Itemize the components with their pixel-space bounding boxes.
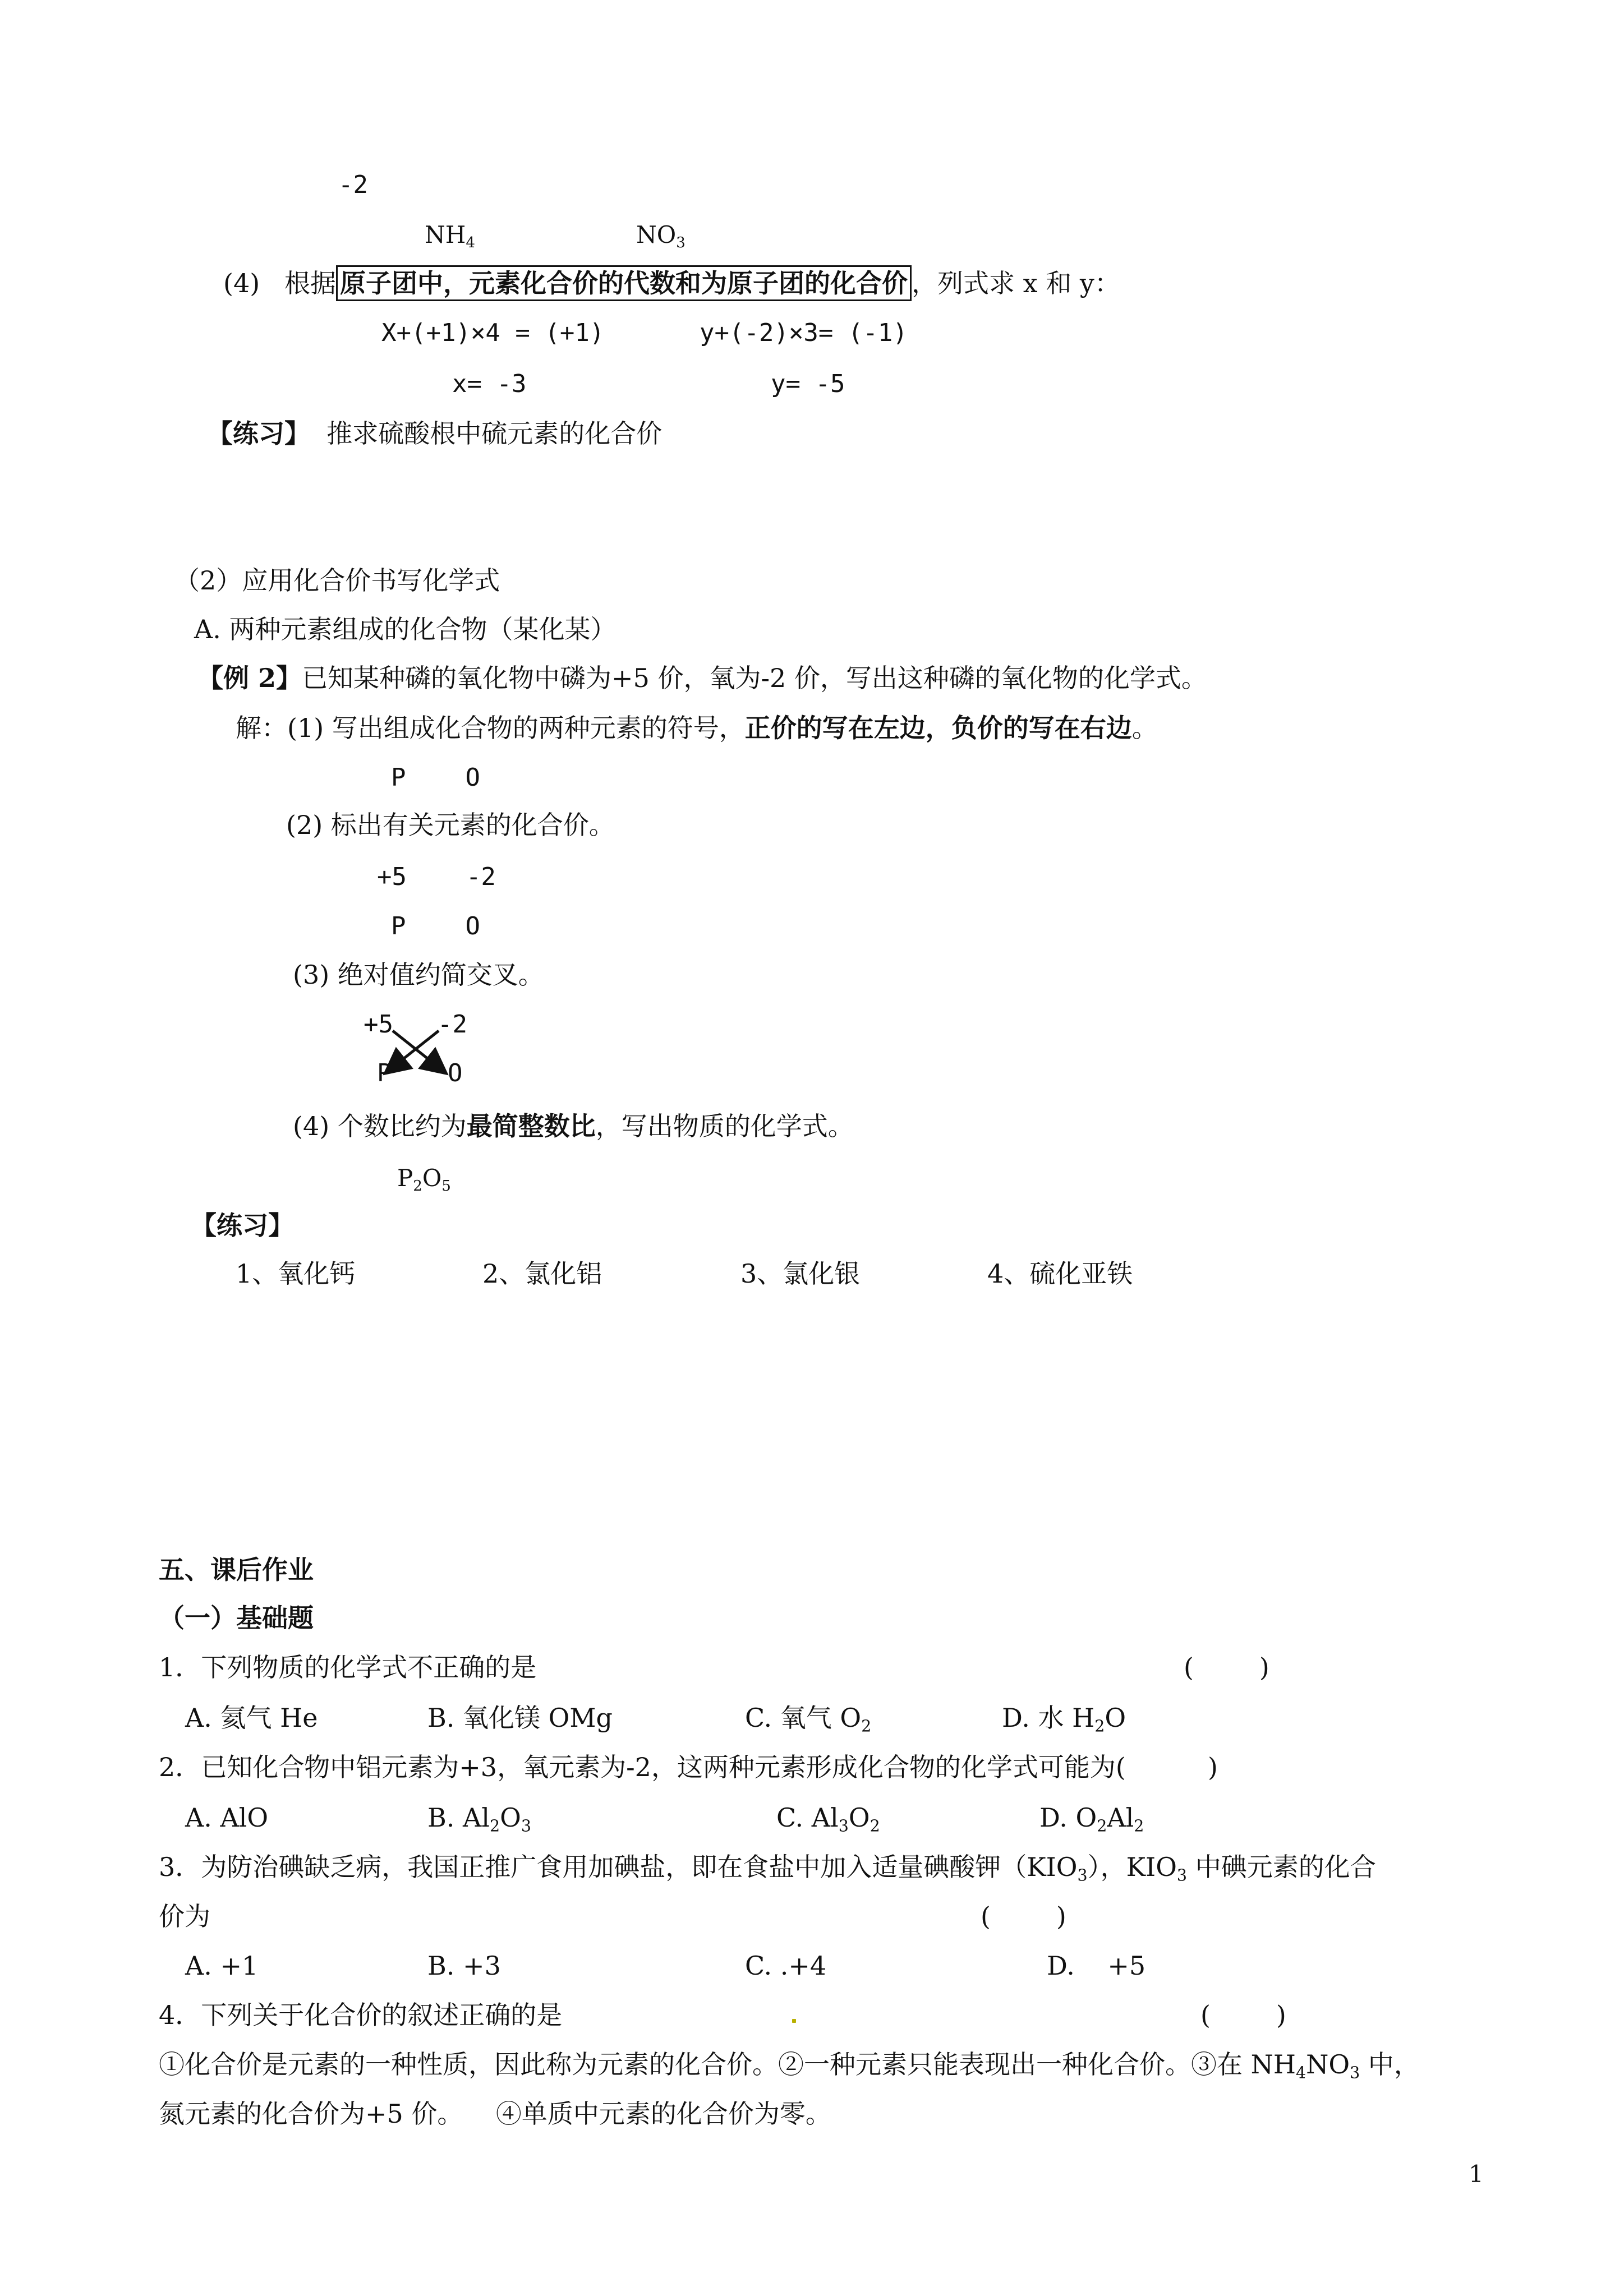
answer-paren-3: ( ) [981,1901,1066,1931]
element-o: O [448,1059,463,1087]
practice-2-tag: 【练习】 [191,1210,294,1241]
q2-option-b: B. $Al_2O_3$ [427,1802,532,1836]
q1-option-b: B. 氧化镁 OMg [427,1703,613,1733]
q1-option-d: D. 水 $H_2O$ [1002,1703,1126,1736]
element-p: P [377,1059,392,1087]
question-2: 2．已知化合物中铝元素为+3，氧元素为-2，这两种元素形成化合物的化学式可能为( ) [159,1752,1218,1782]
formula-no3: $NO_3$ [636,221,686,251]
valences-2: +5 -2 [377,863,496,891]
homework-title: 五、课后作业 [159,1555,314,1585]
practice-item-4: 4、硫化亚铁 [987,1258,1133,1289]
solution-step1: 解：(1) 写出组成化合物的两种元素的符号，正价的写在左边，负价的写在右边。 [236,713,1158,743]
practice-1: 【练习】 推求硫酸根中硫元素的化合价 [207,418,663,449]
question-4-line1: ①化合价是元素的一种性质，因此称为元素的化合价。②一种元素只能表现出一种化合价。③在 $NH_4NO_3$ 中， [159,2049,1420,2082]
section-heading: （2）应用化合价书写化学式 [174,565,500,596]
practice-item-1: 1、氧化钙 [236,1258,356,1289]
q1-option-c: C. 氧气 $O_2$ [745,1703,872,1736]
solution-step3: (3) 绝对值约简交叉。 [293,960,544,990]
question-3-line1: 3．为防治碘缺乏病，我国正推广食用加碘盐，即在食盐中加入适量碘酸钾$(KIO_3)$，$KIO_3$ 中碘元素的化合 [159,1852,1376,1885]
formula-p2o5: $P_2O_5$ [397,1164,451,1195]
step4-line: (4) 根据 原子团中，元素化合价的代数和为原子团的化合价 ，列式求 x 和 y： [223,270,1120,296]
q3-option-c: C. .+4 [745,1951,827,1981]
solution-step2: (2) 标出有关元素的化合价。 [286,810,615,840]
practice-item-2: 2、氯化铝 [482,1258,602,1289]
equation-y: y+(-2)×3= (-1) [700,319,908,347]
subsection-a: A. 两种元素组成的化合物（某化某） [194,614,617,644]
elements-po-2: P O [391,912,480,940]
q2-option-d: D. $O_2Al_2$ [1039,1802,1144,1836]
valence-minus-two: -2 [338,170,368,199]
question-4-line2: 氮元素的化合价为+5 价。 ④单质中元素的化合价为零。 [159,2099,831,2129]
q3-option-a: A. +1 [185,1951,259,1981]
q1-option-a: A. 氦气 He [185,1703,318,1733]
question-3-line2: 价为 [159,1901,210,1931]
solution-step4: (4) 个数比约为最简整数比，写出物质的化学式。 [293,1111,854,1141]
q2-option-a: A. AlO [185,1802,269,1833]
homework-subtitle: （一）基础题 [159,1603,314,1633]
elements-po-1: P O [391,763,480,792]
valence-plus5: +5 [364,1010,393,1039]
q3-option-b: B. +3 [427,1951,501,1981]
page-number: 1 [1469,2160,1484,2188]
result-x: x= -3 [452,370,527,398]
answer-paren-1: ( ) [1184,1652,1269,1682]
highlight-box: 原子团中，元素化合价的代数和为原子团的化合价 [336,265,912,301]
stray-dot [792,2019,796,2023]
result-y: y= -5 [771,370,845,398]
question-4: 4．下列关于化合价的叙述正确的是 [159,2000,563,2030]
valence-minus2: -2 [438,1010,467,1039]
equation-x: X+(+1)×4 = (+1) [381,319,605,347]
formula-nh4: $NH_4$ [425,221,475,251]
answer-paren-4: ( ) [1200,2000,1286,2030]
q3-option-d: D. +5 [1047,1951,1146,1981]
example-2: 【例 2】已知某种磷的氧化物中磷为+5 价，氧为-2 价，写出这种磷的氧化物的化学式。 [197,663,1207,693]
practice-item-3: 3、氯化银 [740,1258,861,1289]
cross-arrows-icon [370,1021,460,1082]
question-1: 1．下列物质的化学式不正确的是 [159,1652,537,1682]
q2-option-c: C. $Al_3O_2$ [776,1802,880,1836]
